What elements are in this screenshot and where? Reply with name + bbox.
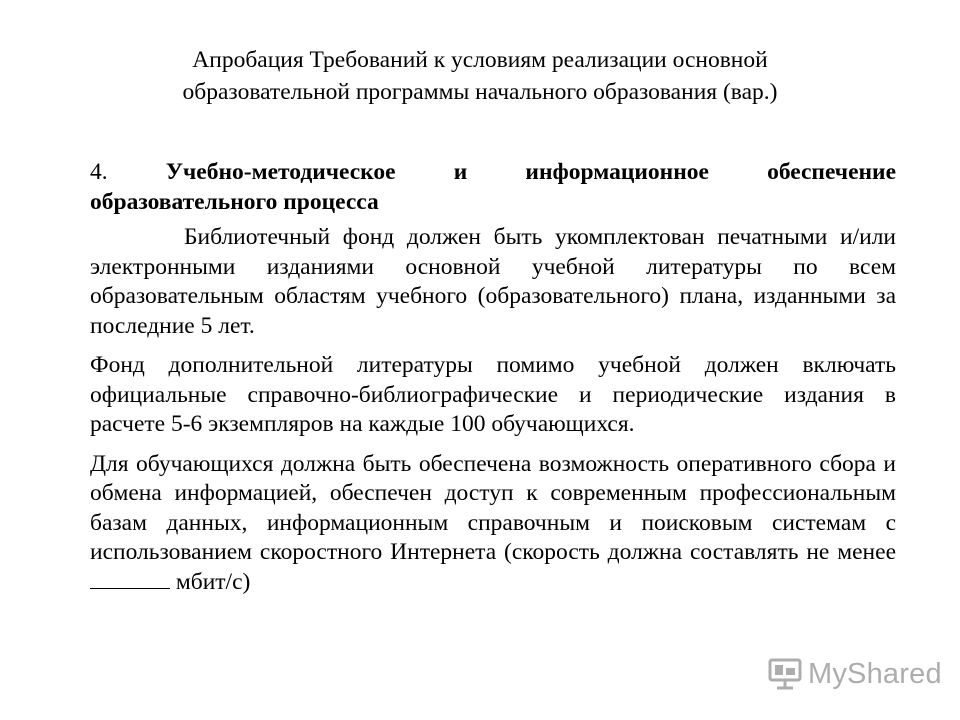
paragraph-internet-text: Для обучающихся должна быть обеспечена возможность оперативного сбора и обмена информацией, обеспечен доступ к современным профессиональным базам данных, информационным справочным и поисковым системам с использованием скоростного Интернета (скорость должна составлять не менее [90,450,896,565]
section-heading-line-1 [90,158,896,188]
section-heading-text-2: образовательного процесса [90,188,379,215]
paragraph-internet-access [90,450,896,598]
slide-title [90,44,870,108]
slide-content [90,158,896,597]
section-number: 4. [90,159,166,185]
paragraph-additional-literature: Фонд дополнительной литературы помимо учебной должен включать официальные справочно-библиографические и периодические издания в расчете 5-6 экземпляров на каждые 100 обучающихся. [90,352,896,437]
paragraph-internet-unit: мбит/с) [175,568,251,595]
myshared-watermark [768,656,942,692]
presentation-board-icon [768,657,802,691]
section-heading [90,158,896,217]
paragraph-library-fund: Библиотечный фонд должен быть укомплектован печатными и/или электронными изданиями основной учебной литературы по всем образовательным областям учебного (образовательного) плана, изданными за последние 5 лет. [90,224,896,339]
speed-blank-line [90,570,170,589]
title-line-2: образовательной программы начального образования (вар.) [182,79,778,105]
section-heading-text-1: Учебно-методическое и информационное обеспечение [165,159,897,185]
title-line-1: Апробация Требований к условиям реализации основной [192,47,768,73]
watermark-text: MyShared [808,657,942,690]
